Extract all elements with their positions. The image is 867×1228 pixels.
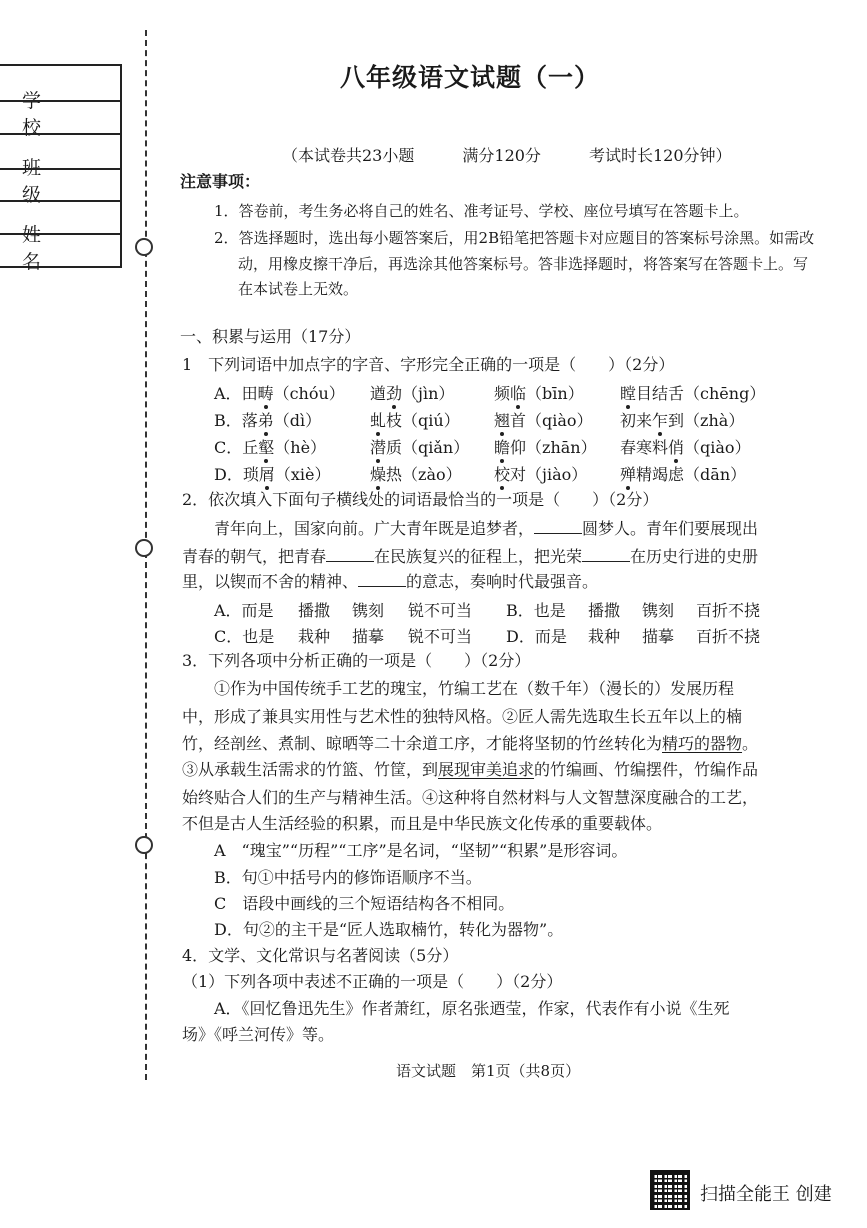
q2-option-d-word: 百折不挠 — [696, 627, 761, 646]
q2-option-c[interactable]: C．也是 — [214, 627, 275, 646]
divider — [0, 233, 120, 235]
notice-item-2: 动，用橡皮擦干净后，再选涂其他答案标号。答非选择题时，将答案写在答题卡上。写 — [238, 255, 809, 273]
q2-option-a-word: 锐不可当 — [408, 601, 473, 620]
q1-option-d-word-2: 燥热（zào） — [370, 465, 462, 484]
scanner-watermark: 扫描全能王 创建 — [700, 1184, 832, 1205]
q2-option-c-word: 锐不可当 — [408, 627, 473, 646]
q4-option-a[interactable]: A．《回忆鲁迅先生》作者萧红，原名张迺莹，作家，代表作有小说《生死 — [214, 999, 730, 1018]
q3-passage-line: 中，形成了兼具实用性与艺术性的独特风格。②匠人需先选取生长五年以上的楠 — [182, 707, 743, 726]
q4-option-a-cont: 场》《呼兰河传》等。 — [182, 1025, 335, 1044]
q3-option-c[interactable]: C 语段中画线的三个短语结构各不相同。 — [214, 894, 515, 913]
q1-option-c-word-2: 潜质（qiǎn） — [370, 438, 470, 457]
question-2-stem: 2．依次填入下面句子横线处的词语最恰当的一项是（ ）（2分） — [182, 490, 659, 509]
q2-option-b-word: 百折不挠 — [696, 601, 761, 620]
underlined-phrase: 精巧的器物 — [662, 734, 743, 753]
answer-blank — [326, 547, 374, 562]
question-1-stem: 1 下列词语中加点字的字音、字形完全正确的一项是（ ）（2分） — [182, 355, 675, 374]
class-label-1: 班 — [22, 157, 42, 179]
q3-option-d[interactable]: D．句②的主干是“匠人选取楠竹，转化为器物”。 — [214, 920, 564, 939]
notice-item-1: 1．答卷前，考生务必将自己的姓名、准考证号、学校、座位号填写在答题卡上。 — [214, 202, 749, 220]
q3-passage-line: 不但是古人生活经验的积累，而且是中华民族文化传承的重要载体。 — [182, 814, 663, 833]
q2-option-b-word: 播撒 — [588, 601, 621, 620]
page-footer: 语文试题 第1页（共8页） — [396, 1062, 581, 1080]
q1-option-b-word-4: 初来乍到（zhà） — [620, 411, 745, 430]
q1-option-d-word-4: 殚精竭虑（dān） — [620, 465, 747, 484]
q3-passage-line: 始终贴合人们的生产与精神生活。④这种将自然材料与人文智慧深度融合的工艺， — [182, 788, 759, 807]
school-label-2: 校 — [22, 117, 42, 139]
q1-option-a[interactable]: A．田畴（chóu） — [214, 384, 345, 403]
notice-heading: 注意事项： — [180, 172, 261, 191]
q1-option-c[interactable]: C．丘壑（hè） — [214, 438, 327, 457]
name-label-2: 名 — [22, 251, 42, 273]
school-label-1: 学 — [22, 90, 42, 112]
q1-option-b[interactable]: B．落弟（dì） — [214, 411, 322, 430]
q2-option-a-word: 镌刻 — [352, 601, 385, 620]
q1-option-c-word-3: 瞻仰（zhān） — [494, 438, 597, 457]
q1-option-d[interactable]: D．琐屑（xiè） — [214, 465, 331, 484]
exam-duration: 考试时长120分钟） — [588, 146, 732, 165]
divider — [0, 168, 120, 170]
q3-passage-line: 竹，经剖丝、煮制、晾晒等二十余道工序，才能将坚韧的竹丝转化为精巧的器物。 — [182, 734, 759, 753]
q3-option-b[interactable]: B．句①中括号内的修饰语顺序不当。 — [214, 868, 482, 887]
q4-subquestion-1: （1）下列各项中表述不正确的一项是（ ）（2分） — [182, 972, 563, 991]
question-4-stem: 4．文学、文化常识与名著阅读（5分） — [182, 946, 459, 965]
q1-option-b-word-2: 虬枝（qiú） — [370, 411, 460, 430]
q1-option-a-word-2: 遒劲（jìn） — [370, 384, 455, 403]
q2-option-d-word: 描摹 — [642, 627, 675, 646]
question-3-stem: 3．下列各项中分析正确的一项是（ ）（2分） — [182, 651, 531, 670]
q2-option-c-word: 栽种 — [298, 627, 331, 646]
q2-option-b-word: 镌刻 — [642, 601, 675, 620]
answer-blank — [358, 572, 406, 587]
notice-item-2: 2．答选择题时，选出每小题答案后，用2B铅笔把答题卡对应题目的答案标号涂黑。如需改 — [214, 229, 815, 247]
q2-option-b[interactable]: B．也是 — [506, 601, 566, 620]
notice-item-2: 在本试卷上无效。 — [238, 280, 359, 298]
exam-info — [282, 143, 732, 166]
q2-option-d[interactable]: D．而是 — [506, 627, 567, 646]
q2-option-d-word: 栽种 — [588, 627, 621, 646]
q2-passage-line: 里，以锲而不舍的精神、 的意志，奏响时代最强音。 — [182, 572, 599, 591]
q1-option-a-word-3: 频临（bīn） — [494, 384, 584, 403]
binding-hole-circle — [135, 836, 153, 854]
class-label-2: 级 — [22, 184, 42, 206]
q3-option-a[interactable]: A “瑰宝”“历程”“工序”是名词，“坚韧”“积累”是形容词。 — [214, 841, 628, 860]
q1-option-a-word-4: 瞠目结舌（chēng） — [620, 384, 766, 403]
answer-blank — [534, 519, 582, 534]
binding-hole-circle — [135, 238, 153, 256]
class-field[interactable] — [0, 133, 120, 206]
binding-hole-circle — [135, 539, 153, 557]
underlined-phrase: 展现审美追求 — [438, 760, 535, 779]
divider — [0, 100, 120, 102]
q2-option-c-word: 描摹 — [352, 627, 385, 646]
q3-passage-line: ③从承载生活需求的竹篮、竹筐，到展现审美追求的竹编画、竹编摆件，竹编作品 — [182, 760, 759, 779]
q2-option-a[interactable]: A．而是 — [214, 601, 274, 620]
page-title: 八年级语文试题（一） — [340, 63, 601, 92]
answer-blank — [582, 547, 630, 562]
q2-passage-line: 青春的朝气，把青春 在民族复兴的征程上，把光荣 在历史行进的史册 — [182, 547, 759, 566]
q2-passage-line: 青年向上，国家向前。广大青年既是追梦者， 圆梦人。青年们要展现出 — [214, 519, 759, 538]
question-count: （本试卷共23小题 — [282, 146, 415, 165]
q1-option-c-word-4: 春寒料俏（qiào） — [620, 438, 751, 457]
section-heading: 一、积累与运用（17分） — [180, 327, 361, 346]
qr-code-icon — [650, 1170, 690, 1210]
divider — [0, 133, 120, 135]
q2-option-a-word: 播撒 — [298, 601, 331, 620]
divider — [0, 200, 120, 202]
name-label-1: 姓 — [22, 224, 42, 246]
q1-option-d-word-3: 校对（jiào） — [494, 465, 588, 484]
full-score: 满分120分 — [462, 146, 541, 165]
q3-passage-line: ①作为中国传统手工艺的瑰宝，竹编工艺在（数千年）（漫长的）发展历程 — [214, 679, 735, 698]
q1-option-b-word-3: 翘首（qiào） — [494, 411, 593, 430]
